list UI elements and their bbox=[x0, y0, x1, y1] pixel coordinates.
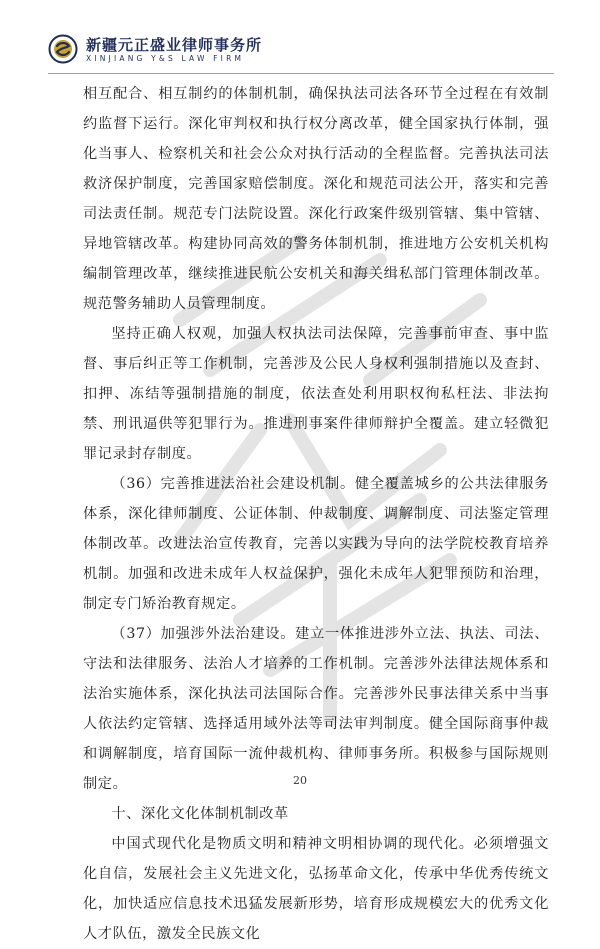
paragraph-37: （37）加强涉外法治建设。建立一体推进涉外立法、执法、司法、守法和法律服务、法治人才培养的工作机制。完善涉外法律法规体系和法治实施体系，深化执法司法国际合作。完善涉外民事法律关系中当事人依法约定管辖、选择适用域外法等司法审判制度。健全国际商事仲裁和调解制度，培育国际一流仲裁机构、律师事务所。积极参与国际规则制定。 bbox=[83, 626, 549, 792]
section-heading: 十、深化文化体制机制改革 bbox=[111, 806, 289, 822]
paragraph-2: 坚持正确人权观，加强人权执法司法保障，完善事前审查、事中监督、事后纠正等工作机制，完善涉及公民人身权利强制措施以及查封、扣押、冻结等强制措施的制度，依法查处利用职权徇私枉法、非法拘禁、刑讯逼供等犯罪行为。推进刑事案件律师辩护全覆盖。建立轻微犯罪记录封存制度。 bbox=[83, 326, 549, 462]
article-body bbox=[83, 79, 549, 949]
page-number: 20 bbox=[293, 774, 307, 787]
firm-name-cn: 新疆元正盛业律师事务所 bbox=[86, 36, 263, 54]
page-header bbox=[48, 30, 558, 70]
paragraph-1: 相互配合、相互制约的体制机制，确保执法司法各环节全过程在有效制约监督下运行。深化审判权和执行权分离改革，健全国家执行体制，强化当事人、检察机关和社会公众对执行活动的全程监督。完善执法司法救济保护制度，完善国家赔偿制度。深化和规范司法公开，落实和完善司法责任制。规范专门法院设置。深化行政案件级别管辖、集中管辖、异地管辖改革。构建协同高效的警务体制机制，推进地方公安机关机构编制管理改革，继续推进民航公安机关和海关缉私部门管理体制改革。规范警务辅助人员管理制度。 bbox=[83, 86, 549, 312]
header-divider bbox=[48, 73, 554, 74]
firm-name-en: XINJIANG Y&S LAW FIRM bbox=[86, 54, 245, 63]
paragraph-36: （36）完善推进法治社会建设机制。健全覆盖城乡的公共法律服务体系，深化律师制度、公证体制、仲裁制度、调解制度、司法鉴定管理体制改革。改进法治宣传教育，完善以实践为导向的法学院校教育培养机制。加强和改进未成年人权益保护，强化未成年人犯罪预防和治理，制定专门矫治教育规定。 bbox=[83, 476, 549, 612]
paragraph-5: 中国式现代化是物质文明和精神文明相协调的现代化。必须增强文化自信，发展社会主义先进文化，弘扬革命文化，传承中华优秀传统文化，加快适应信息技术迅猛发展新形势，培育形成规模宏大的优秀文化人才队伍，激发全民族文化 bbox=[83, 836, 549, 942]
firm-logo-icon bbox=[48, 34, 78, 64]
